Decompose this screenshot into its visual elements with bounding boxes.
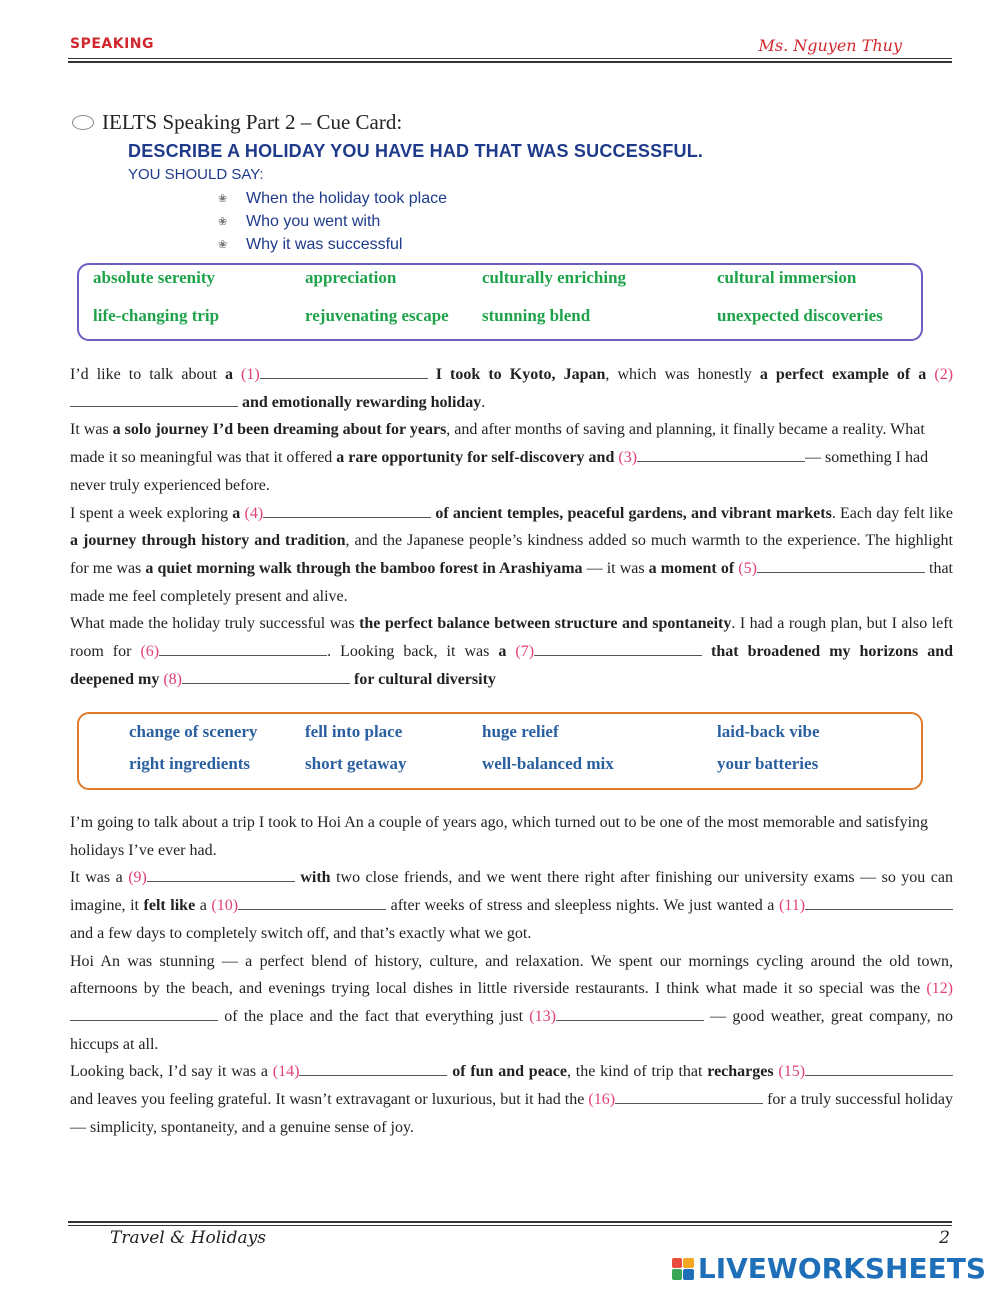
word-bank-item: your batteries	[717, 754, 819, 773]
flower-bullet-icon: ❀	[218, 239, 228, 251]
word-bank-item: cultural immersion	[717, 268, 857, 287]
author-name: Ms. Nguyen Thuy	[758, 36, 902, 55]
word-bank-item: right ingredients	[129, 754, 251, 773]
blank-12[interactable]	[70, 1006, 218, 1021]
cue-card-title	[72, 110, 952, 135]
paragraph: I’d like to talk about a (1) I took to Kyoto, Japan, which was honestly a perfect example of a (2) and emotionally rewarding holiday.	[70, 366, 954, 411]
blank-16[interactable]	[615, 1089, 763, 1104]
word-bank-2	[77, 712, 923, 790]
word-bank-item: absolute serenity	[93, 268, 215, 287]
blank-8[interactable]	[182, 669, 350, 684]
blank-9[interactable]	[147, 867, 295, 882]
liveworksheets-wordmark: LIVEWORKSHEETS	[697, 1252, 986, 1285]
cue-card	[72, 110, 952, 256]
footer-topic: Travel & Holidays	[110, 1228, 266, 1248]
word-bank-item: stunning blend	[482, 306, 591, 325]
blank-14[interactable]	[299, 1061, 447, 1076]
word-bank-1	[77, 263, 923, 341]
word-bank-item: laid-back vibe	[717, 722, 820, 741]
blank-7[interactable]	[534, 641, 702, 656]
blank-13[interactable]	[556, 1006, 704, 1021]
word-bank-item: huge relief	[482, 722, 559, 741]
paragraph: I’m going to talk about a trip I took to Hoi An a couple of years ago, which turned out to be one of the most memorable and satisfying holidays I’ve ever had.	[70, 814, 929, 859]
word-bank-item: culturally enriching	[482, 268, 627, 287]
word-bank-item: life-changing trip	[93, 306, 220, 325]
blank-6[interactable]	[159, 641, 327, 656]
cue-card-should-say: YOU SHOULD SAY:	[128, 166, 264, 183]
flower-bullet-icon: ❀	[218, 193, 228, 205]
passage-1	[70, 361, 953, 693]
paragraph: Hoi An was stunning — a perfect blend of history, culture, and relaxation. We spent our mornings cycling around the old town, afternoons by the beach, and evenings trying local dishes in little riverside restaurants. I think what made it so special was the (12) of the place and the fact that everything just (13) — good weather, great company, no hiccups at all.	[70, 952, 954, 1053]
blank-15[interactable]	[805, 1061, 953, 1076]
paragraph: It was a solo journey I’d been dreaming about for years, and after months of saving and planning, it finally became a reality. What made it so meaningful was that it offered a rare opportunity for self-discovery and (3) — something I had never truly experienced before.	[70, 421, 929, 494]
blank-4[interactable]	[263, 503, 431, 518]
cue-point: ❀ Why it was successful	[218, 235, 403, 253]
paragraph: It was a (9) with two close friends, and we went there right after finishing our university exams — so you can imagine, it felt like a (10) after weeks of stress and sleepless nights. We just wanted a (11) and a few days to completely switch off, and that’s exactly what we got.	[70, 869, 953, 942]
cue-point: ❀ When the holiday took place	[218, 189, 448, 207]
liveworksheets-brand[interactable]	[672, 1252, 986, 1285]
blank-11[interactable]	[805, 895, 953, 910]
passage-2	[70, 809, 953, 1141]
word-bank-item: change of scenery	[129, 722, 258, 741]
word-bank-item: appreciation	[305, 268, 397, 287]
header-rule-thin	[68, 58, 952, 59]
section-label: SPEAKING	[70, 36, 155, 52]
paragraph: I spent a week exploring a (4) of ancient temples, peaceful gardens, and vibrant markets. Each day felt like a journey through history and tradition, and the Japanese people’s kindness added so much warmth to the experience. The highlight for me was a quiet morning walk through the bamboo forest in Arashiyama — it was a moment of (5) that made me feel completely present and alive.	[70, 504, 954, 605]
word-bank-item: short getaway	[305, 754, 407, 773]
word-bank-item: rejuvenating escape	[305, 306, 449, 325]
footer-rule-thin	[68, 1225, 952, 1226]
cue-card-title-text: IELTS Speaking Part 2 – Cue Card:	[102, 110, 403, 134]
word-bank-item: well-balanced mix	[482, 754, 614, 773]
paragraph: What made the holiday truly successful was the perfect balance between structure and spontaneity. I had a rough plan, but I also left room for (6) . Looking back, it was a (7) that broadened my horizons and deepened my (8) for cultural diversity	[70, 615, 954, 688]
blank-5[interactable]	[757, 558, 925, 573]
page-number: 2	[939, 1228, 950, 1248]
blank-2[interactable]	[70, 392, 238, 407]
cue-card-points	[218, 187, 952, 256]
speech-bubble-icon	[72, 115, 94, 130]
cue-card-topic: DESCRIBE A HOLIDAY YOU HAVE HAD THAT WAS SUCCESSFUL.	[128, 141, 704, 161]
blank-1[interactable]	[260, 364, 428, 379]
liveworksheets-logo-icon	[672, 1258, 694, 1280]
word-bank-item: fell into place	[305, 722, 403, 741]
word-bank-item: unexpected discoveries	[717, 306, 883, 325]
blank-10[interactable]	[238, 895, 386, 910]
header-rule-thick	[68, 61, 952, 63]
paragraph: Looking back, I’d say it was a (14) of fun and peace, the kind of trip that recharges (15) and leaves you feeling grateful. It wasn’t extravagant or luxurious, but it had the (16) for a truly successful holiday — simplicity, spontaneity, and a genuine sense of joy.	[70, 1063, 953, 1136]
blank-3[interactable]	[637, 447, 805, 462]
footer-rule-thick	[68, 1221, 952, 1223]
cue-point: ❀ Who you went with	[218, 212, 381, 230]
flower-bullet-icon: ❀	[218, 216, 228, 228]
